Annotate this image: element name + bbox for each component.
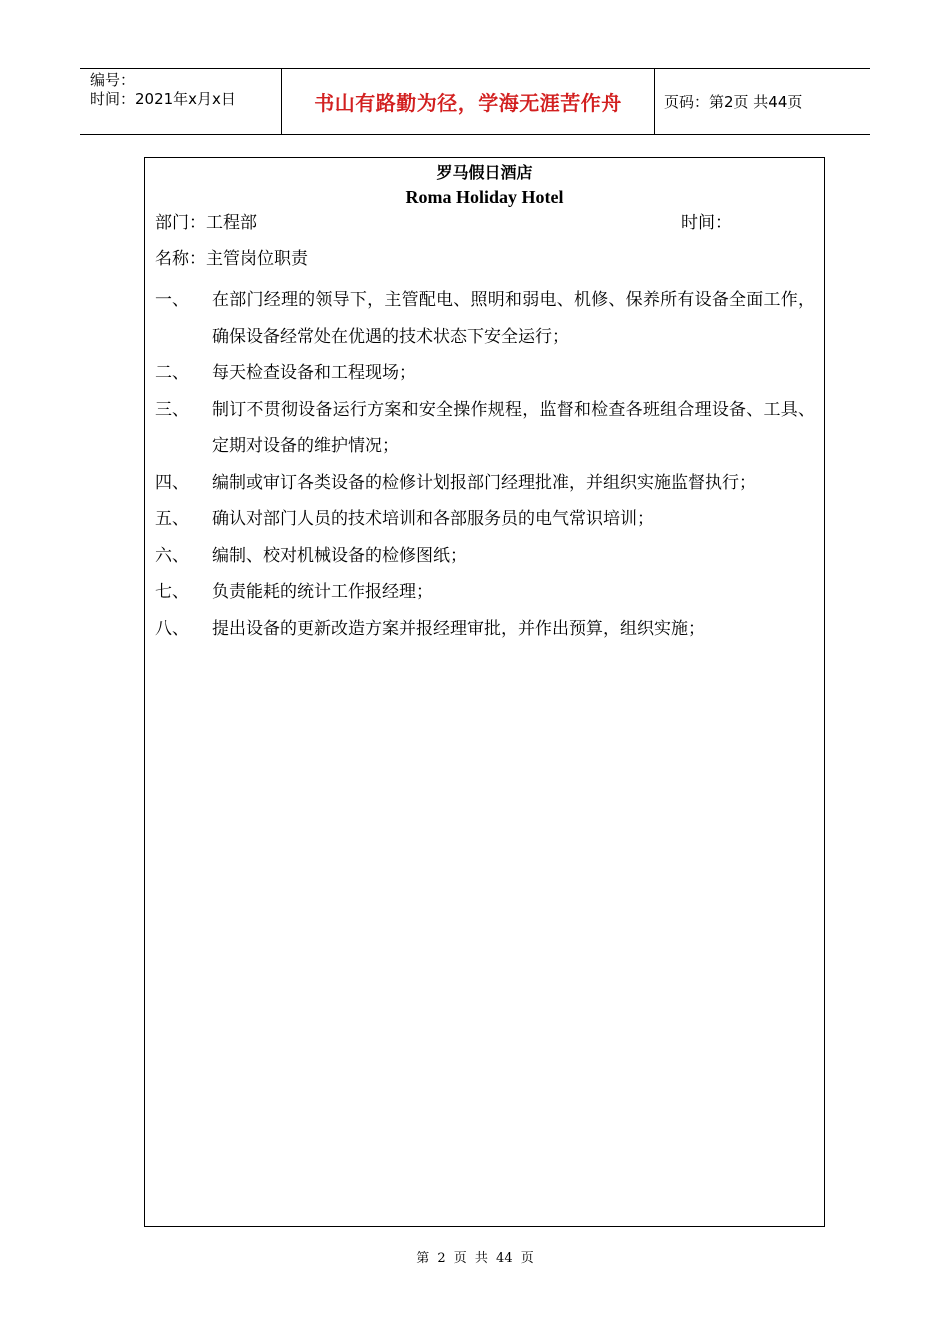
duty-number: 三、 (155, 399, 189, 420)
number-label: 编号： (90, 71, 136, 89)
duty-item (155, 611, 815, 648)
duty-item (155, 501, 815, 538)
header-page-cell (655, 69, 870, 134)
duty-text: 在部门经理的领导下，主管配电、照明和弱电、机修、保养所有设备全面工作，确保设备经常处在优遇的技术状态下安全运行； (212, 290, 815, 347)
document-frame (144, 157, 825, 1227)
duty-number: 二、 (155, 363, 189, 383)
duty-item (155, 574, 815, 611)
motto-text: 书山有路勤为径，学海无涯苦作舟 (314, 91, 622, 115)
position-name: 名称：主管岗位职责 (155, 249, 308, 269)
duty-text: 提出设备的更新改造方案并报经理审批，并作出预算，组织实施； (212, 618, 705, 639)
page-footer: 第 2 页 共 44 页 (416, 1251, 534, 1266)
duty-number: 一、 (155, 290, 189, 310)
duty-item (155, 282, 815, 355)
date-label: 时间：2021年x月x日 (90, 90, 236, 108)
duty-list (155, 282, 815, 647)
document-title-cn: 罗马假日酒店 (436, 163, 533, 182)
duty-text: 确认对部门人员的技术培训和各部服务员的电气常识培训； (212, 509, 654, 529)
duty-number: 四、 (155, 472, 189, 493)
duty-text: 负责能耗的统计工作报经理； (212, 582, 433, 602)
duty-item (155, 355, 815, 392)
duty-number: 六、 (155, 545, 189, 566)
duty-item (155, 538, 815, 575)
header-motto-cell (282, 69, 655, 134)
duty-text: 制订不贯彻设备运行方案和安全操作规程，监督和检查各班组合理设备、工具、定期对设备的维护情况； (212, 399, 815, 456)
page-label: 页码：第2页 共44页 (664, 93, 803, 111)
time-label: 时间： (681, 213, 732, 233)
duty-number: 八、 (155, 618, 189, 639)
document-title-en: Roma Holiday Hotel (405, 187, 564, 207)
page-header (80, 68, 870, 135)
duty-item (155, 392, 815, 465)
duty-number: 七、 (155, 582, 189, 602)
duty-text: 编制、校对机械设备的检修图纸； (212, 545, 467, 566)
duty-text: 编制或审订各类设备的检修计划报部门经理批准，并组织实施监督执行； (212, 472, 756, 493)
duty-item (155, 465, 815, 502)
duty-number: 五、 (155, 509, 189, 529)
department-label: 部门：工程部 (155, 213, 257, 233)
header-meta-cell (80, 69, 282, 134)
duty-text: 每天检查设备和工程现场； (212, 363, 416, 383)
